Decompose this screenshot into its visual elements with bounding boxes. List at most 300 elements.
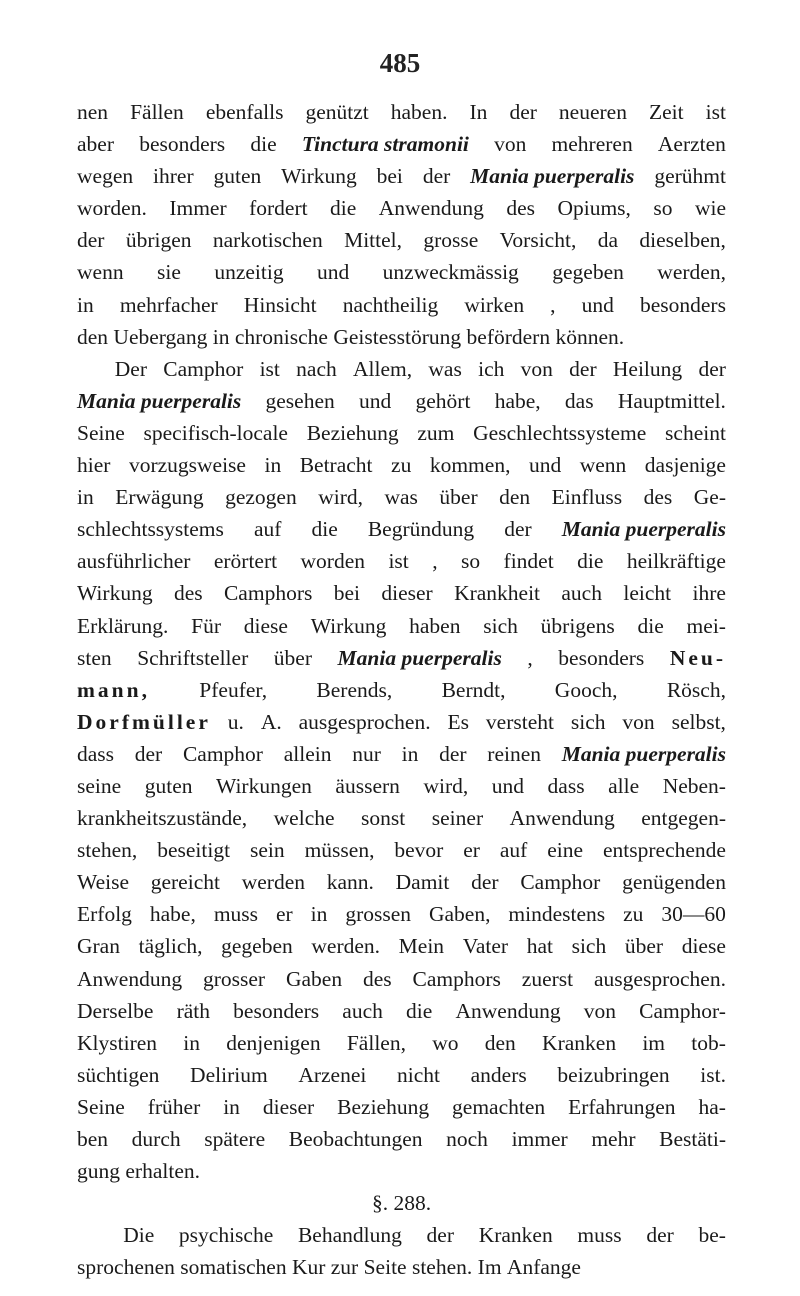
word: fordert xyxy=(249,196,308,221)
word: in xyxy=(77,485,94,510)
text-line xyxy=(77,1027,726,1059)
word: bevor xyxy=(394,838,444,863)
word: der xyxy=(426,1223,454,1248)
word: was xyxy=(384,485,418,510)
word: gemachten xyxy=(452,1094,546,1119)
word: immer xyxy=(511,1127,568,1151)
word: so xyxy=(460,549,481,574)
word: Mein xyxy=(398,934,445,959)
word: zuerst xyxy=(521,966,574,991)
word: nach xyxy=(296,356,337,381)
word: sonst xyxy=(361,806,406,831)
word: da xyxy=(597,228,618,253)
word: Die xyxy=(123,1223,155,1248)
word: Gooch, xyxy=(554,677,618,702)
word: über xyxy=(273,645,312,670)
indent xyxy=(77,353,99,385)
italic-term: Mania puerperalis xyxy=(77,388,242,413)
word: ha- xyxy=(698,1094,726,1119)
text-line xyxy=(77,224,726,256)
word: beseitigt xyxy=(157,838,231,863)
word: in xyxy=(183,1030,201,1055)
text-line xyxy=(77,674,726,706)
text-line xyxy=(77,1219,726,1251)
word: Pfeufer, xyxy=(199,677,268,702)
word: Bestäti- xyxy=(659,1127,726,1151)
word: übrigen xyxy=(125,228,192,253)
word: Arzenei xyxy=(298,1062,367,1087)
word: gereicht xyxy=(150,870,220,895)
word: Hinsicht xyxy=(243,292,317,317)
word: guten xyxy=(144,773,193,798)
word: Behandlung xyxy=(297,1223,402,1248)
word: mehr xyxy=(591,1127,636,1151)
word: , xyxy=(432,549,438,574)
word: besonders xyxy=(558,645,645,670)
word: Der xyxy=(114,356,147,381)
word: reinen xyxy=(487,741,541,766)
word: Im xyxy=(477,1255,502,1280)
word: können. xyxy=(555,324,625,349)
word: dieser xyxy=(381,581,433,606)
word: neueren xyxy=(558,100,627,124)
word: A. xyxy=(260,709,282,734)
word: wenn xyxy=(579,453,627,478)
word: Heilung xyxy=(612,356,683,381)
italic-term: Mania puerperalis xyxy=(561,741,726,766)
word: Camphors xyxy=(223,581,313,606)
word: Anwendung xyxy=(77,966,183,991)
text-line xyxy=(77,256,726,288)
word: vorzugsweise xyxy=(128,453,246,478)
text-line xyxy=(77,449,726,481)
author-name: mann, xyxy=(77,677,150,702)
word: mindestens xyxy=(508,902,606,927)
word: unzweckmässig xyxy=(382,260,519,285)
word: des xyxy=(643,485,673,510)
text-line xyxy=(77,706,726,738)
word: zu xyxy=(623,902,644,927)
word: die xyxy=(637,613,664,638)
word: täglich, xyxy=(138,934,203,959)
word: Beobachtungen xyxy=(288,1127,423,1151)
word: Damit xyxy=(395,870,450,895)
word: besonders xyxy=(233,998,320,1023)
text-line xyxy=(77,930,726,962)
word: zur xyxy=(330,1255,359,1280)
word: In xyxy=(469,100,488,124)
text-line xyxy=(77,545,726,577)
word: Wirkung xyxy=(310,613,387,638)
word: zu xyxy=(391,453,412,478)
word: ausgesprochen. xyxy=(594,966,726,991)
word: wie xyxy=(694,196,726,221)
text-line xyxy=(77,898,726,930)
word: selbst, xyxy=(671,709,726,734)
word: seine xyxy=(77,773,122,798)
word: Betracht xyxy=(299,453,373,478)
word: werden. xyxy=(311,934,381,959)
word: Immer xyxy=(169,196,227,221)
body-text xyxy=(77,96,726,1283)
word: mehrfacher xyxy=(119,292,218,317)
text-line xyxy=(77,1187,726,1219)
word: , xyxy=(527,645,533,670)
word: worden. xyxy=(77,196,147,221)
word: allein xyxy=(283,741,332,766)
word: Anwendung xyxy=(455,998,561,1023)
text-line xyxy=(77,385,726,417)
word: krankheitszustände, xyxy=(77,806,248,831)
word: der xyxy=(509,100,537,124)
word: die xyxy=(250,132,277,157)
word: Seine xyxy=(77,420,125,445)
word: die xyxy=(311,517,338,542)
word: auf xyxy=(253,517,282,542)
word: dass xyxy=(77,741,115,766)
word: spätere xyxy=(204,1127,266,1151)
text-line xyxy=(77,192,726,224)
word: der xyxy=(77,228,105,253)
word: diese xyxy=(681,934,726,959)
word: beizubringen xyxy=(557,1062,670,1087)
word: Seine xyxy=(77,1094,125,1119)
author-name: Dorfmüller xyxy=(77,709,211,734)
word: gerühmt xyxy=(654,164,726,189)
word: in xyxy=(223,1094,240,1119)
word: gesehen xyxy=(265,388,335,413)
word: dass xyxy=(547,773,585,798)
word: Gran xyxy=(77,934,120,959)
word: be- xyxy=(698,1223,726,1248)
word: ist xyxy=(259,356,280,381)
word: des xyxy=(362,966,392,991)
word: wird, xyxy=(318,485,363,510)
word: scheint xyxy=(665,420,726,445)
italic-term: Mania puerperalis xyxy=(470,164,635,189)
word: von xyxy=(583,998,616,1023)
word: ist xyxy=(705,100,726,124)
word: noch xyxy=(446,1127,488,1151)
word: ben xyxy=(77,1127,109,1151)
word: welche xyxy=(273,806,335,831)
text-line xyxy=(77,353,726,385)
word: der xyxy=(439,741,467,766)
word: Wirkung xyxy=(77,581,153,606)
word: Seite xyxy=(363,1255,407,1280)
author-name: Neu- xyxy=(669,645,726,670)
word: von xyxy=(622,709,655,734)
word: Gaben, xyxy=(428,902,491,927)
word: durch xyxy=(131,1127,181,1151)
word: Kur xyxy=(291,1255,326,1280)
word: ist. xyxy=(700,1062,726,1087)
word: leicht xyxy=(623,581,672,606)
text-line xyxy=(77,738,726,770)
word: des xyxy=(506,196,535,221)
word: in xyxy=(264,453,282,478)
word: habe, xyxy=(494,388,541,413)
word: stehen. xyxy=(411,1255,473,1280)
word: gung xyxy=(77,1159,120,1184)
word: kann. xyxy=(326,870,374,895)
text-line xyxy=(77,834,726,866)
word: von xyxy=(494,132,527,157)
word: ich xyxy=(478,356,505,381)
word: dieser xyxy=(262,1094,315,1119)
word: psychische xyxy=(178,1223,274,1248)
word: Es xyxy=(447,709,469,734)
word: Uebergang xyxy=(113,324,208,349)
word: Fällen xyxy=(130,100,184,124)
word: entsprechende xyxy=(602,838,726,863)
word: sich xyxy=(570,709,606,734)
word: müssen, xyxy=(304,838,375,863)
word: Weise xyxy=(77,870,129,895)
word: dieselben, xyxy=(639,228,726,253)
word: in xyxy=(77,292,94,317)
word: was xyxy=(428,356,462,381)
text-line xyxy=(77,481,726,513)
word: nachtheilig xyxy=(342,292,439,317)
word: sich xyxy=(571,934,607,959)
word: Berends, xyxy=(316,677,393,702)
word: Vater xyxy=(462,934,509,959)
word: der xyxy=(698,356,726,381)
word: Ge- xyxy=(693,485,726,510)
word: und xyxy=(581,292,614,317)
word: schlechtssystems xyxy=(77,517,224,542)
word: Anwendung xyxy=(378,196,484,221)
word: Einfluss xyxy=(551,485,623,510)
text-line xyxy=(77,642,726,674)
word: auch xyxy=(342,998,383,1023)
word: sich xyxy=(483,613,518,638)
word: hat xyxy=(526,934,553,959)
word: der xyxy=(504,517,532,542)
word: guten xyxy=(213,164,262,189)
word: gehört xyxy=(415,388,471,413)
word: findet xyxy=(503,549,554,574)
word: diese xyxy=(243,613,288,638)
text-line xyxy=(77,802,726,834)
text-line xyxy=(77,513,726,545)
word: grossen xyxy=(345,902,412,927)
word: Geistesstörung xyxy=(333,324,462,349)
word: Opiums, xyxy=(557,196,631,221)
word: ebenfalls xyxy=(205,100,284,124)
italic-term: Mania puerperalis xyxy=(561,517,726,542)
word: besonders xyxy=(139,132,226,157)
text-line xyxy=(77,96,726,128)
word: Mittel, xyxy=(344,228,403,253)
word: gegeben xyxy=(221,934,293,959)
italic-term: Mania puerperalis xyxy=(337,645,502,670)
word: und xyxy=(359,388,392,413)
word: über xyxy=(439,485,478,510)
word: mehreren xyxy=(551,132,633,157)
word: bei xyxy=(333,581,360,606)
text-line xyxy=(77,1251,726,1283)
word: genügenden xyxy=(622,870,726,895)
word: den xyxy=(77,324,109,349)
word: muss xyxy=(577,1223,622,1248)
word: die xyxy=(577,549,604,574)
space xyxy=(624,321,629,353)
word: Rösch, xyxy=(666,677,726,702)
word: Beziehung xyxy=(337,1094,430,1119)
word: heilkräftige xyxy=(626,549,726,574)
word: werden xyxy=(241,870,305,895)
page-number: 485 xyxy=(379,48,421,78)
text-line xyxy=(77,160,726,192)
word: früher xyxy=(147,1094,201,1119)
word: wird, xyxy=(423,773,469,798)
word: narkotischen xyxy=(212,228,323,253)
word: des xyxy=(173,581,203,606)
word: Kranken xyxy=(542,1030,617,1055)
word: so xyxy=(653,196,673,221)
word: von xyxy=(520,356,553,381)
word: kommen, xyxy=(429,453,511,478)
word: somatischen xyxy=(180,1255,287,1280)
word: Camphor xyxy=(182,741,263,766)
word: der xyxy=(569,356,597,381)
word: Für xyxy=(191,613,221,638)
word: Aerzten xyxy=(657,132,726,157)
word: Gaben xyxy=(285,966,343,991)
text-line xyxy=(77,289,726,321)
word: seiner xyxy=(431,806,484,831)
word: im xyxy=(642,1030,666,1055)
word: sten xyxy=(77,645,112,670)
word: erörtert xyxy=(213,549,278,574)
word: Fällen, xyxy=(346,1030,406,1055)
word: er xyxy=(463,838,480,863)
section-heading: §. 288. xyxy=(371,1191,432,1216)
word: Vorsicht, xyxy=(499,228,577,253)
text-line xyxy=(77,1059,726,1091)
word: 30—60 xyxy=(661,902,726,927)
word: Klystiren xyxy=(77,1030,158,1055)
word: dasjenige xyxy=(644,453,726,478)
space xyxy=(581,1251,586,1283)
word: in xyxy=(310,902,328,927)
word: Zeit xyxy=(648,100,684,124)
word: habe, xyxy=(149,902,196,927)
indent xyxy=(77,1219,99,1251)
word: u. xyxy=(227,709,244,734)
word: Camphors xyxy=(412,966,501,991)
word: Delirium xyxy=(190,1062,268,1087)
word: übrigens xyxy=(540,613,615,638)
word: denjenigen xyxy=(226,1030,321,1055)
word: Berndt, xyxy=(441,677,506,702)
word: Erklärung. xyxy=(77,613,169,638)
word: ist xyxy=(388,549,409,574)
word: haben. xyxy=(390,100,448,124)
word: wenn xyxy=(77,260,124,285)
word: worden xyxy=(300,549,366,574)
word: sie xyxy=(157,260,181,285)
text-line xyxy=(77,417,726,449)
word: erhalten. xyxy=(125,1159,200,1184)
italic-term: Tinctura stramonii xyxy=(301,132,469,157)
text-line xyxy=(77,963,726,995)
text-line xyxy=(77,577,726,609)
word: wegen xyxy=(77,164,134,189)
word: er xyxy=(275,902,293,927)
word: muss xyxy=(213,902,259,927)
word: grosse xyxy=(423,228,479,253)
word: Erwägung xyxy=(115,485,204,510)
word: auf xyxy=(499,838,528,863)
word: befördern xyxy=(466,324,551,349)
word: in xyxy=(401,741,419,766)
word: anders xyxy=(470,1062,527,1087)
word: genützt xyxy=(305,100,369,124)
text-line xyxy=(77,770,726,802)
word: , xyxy=(550,292,556,317)
word: und xyxy=(528,453,562,478)
text-line xyxy=(77,1091,726,1123)
text-line xyxy=(77,610,726,642)
word: wirken xyxy=(464,292,525,317)
word: Derselbe xyxy=(77,998,154,1023)
text-line xyxy=(77,1155,726,1187)
word: über xyxy=(624,934,664,959)
word: der xyxy=(646,1223,674,1248)
word: das xyxy=(564,388,594,413)
word: Camphor xyxy=(163,356,244,381)
word: ausführlicher xyxy=(77,549,191,574)
word: Krankheit xyxy=(454,581,541,606)
word: aber xyxy=(77,132,114,157)
space xyxy=(200,1155,205,1187)
word: Begründung xyxy=(367,517,475,542)
word: Camphor- xyxy=(639,998,726,1023)
word: versteht xyxy=(485,709,554,734)
word: werden, xyxy=(657,260,726,285)
word: Erfahrungen xyxy=(568,1094,676,1119)
word: Beziehung xyxy=(306,420,399,445)
word: Wirkung xyxy=(281,164,357,189)
word: Kranken xyxy=(478,1223,553,1248)
text-line xyxy=(77,1123,726,1155)
word: specifisch-locale xyxy=(143,420,288,445)
word: gegeben xyxy=(552,260,624,285)
word: Schriftsteller xyxy=(137,645,249,670)
word: Erfolg xyxy=(77,902,132,927)
word: entgegen- xyxy=(641,806,726,831)
word: äussern xyxy=(335,773,400,798)
word: stehen, xyxy=(77,838,138,863)
word: alle xyxy=(608,773,640,798)
word: Anfange xyxy=(506,1255,581,1280)
word: in xyxy=(212,324,230,349)
word: Geschlechtssysteme xyxy=(473,420,647,445)
word: Neben- xyxy=(662,773,726,798)
word: Wirkungen xyxy=(216,773,312,798)
word: ihre xyxy=(692,581,726,606)
word: Camphor xyxy=(520,870,601,895)
word: süchtigen xyxy=(77,1062,160,1087)
word: den xyxy=(499,485,531,510)
word: der xyxy=(422,164,451,189)
word: nur xyxy=(352,741,381,766)
word: Allem, xyxy=(353,356,413,381)
word: nicht xyxy=(397,1062,440,1087)
